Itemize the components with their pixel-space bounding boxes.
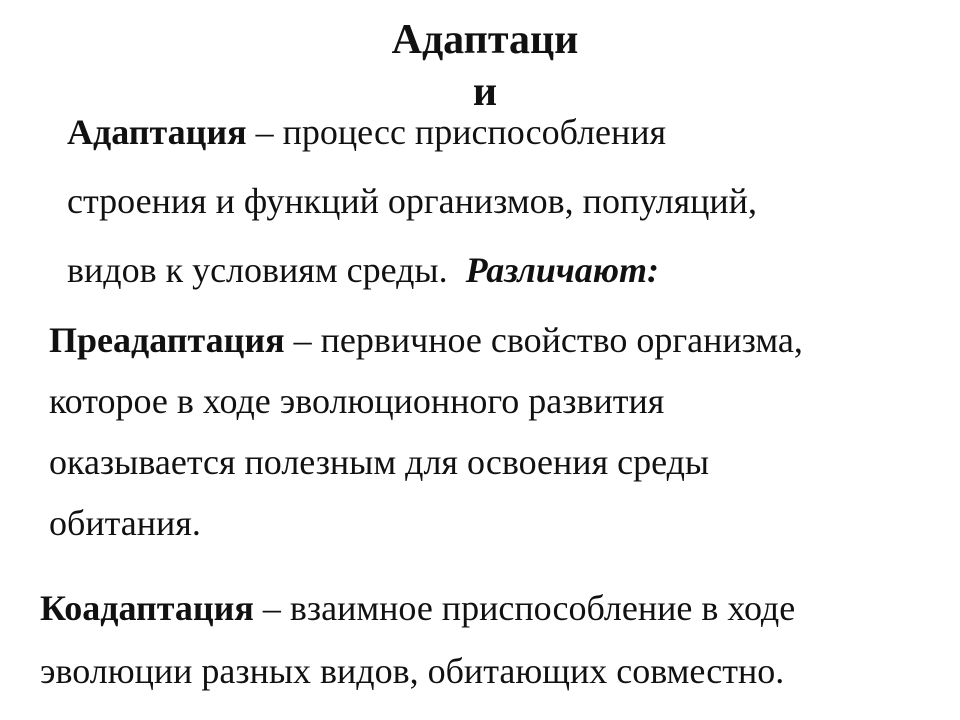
adaptation-term: Адаптация [67,112,247,152]
preadaptation-term: Преадаптация [49,320,285,360]
adaptation-line-3 [67,236,757,305]
coadaptation-definition [40,577,795,703]
preadaptation-definition [49,310,803,554]
preadaptation-line-3: оказывается полезным для освоения среды [49,442,710,482]
preadaptation-line-2: которое в ходе эволюционного развития [49,381,665,421]
slide-title-line-1: Адаптаци [391,17,579,63]
slide-title-line-2: и [472,69,498,115]
adaptation-line-3-text: видов к условиям среды. [67,250,448,290]
adaptation-definition [67,98,757,305]
adaptation-line-2: строения и функций организмов, популяций, [67,181,757,221]
adaptation-line-1-text: – процесс приспособления [246,112,667,152]
coadaptation-line-1 [40,577,795,640]
preadaptation-line-4: обитания. [49,503,201,543]
preadaptation-line-1 [49,310,803,371]
adaptation-emphasis: Различают: [465,250,660,290]
coadaptation-line-2: эволюции разных видов, обитающих совместно. [40,651,785,691]
preadaptation-line-1-text: – первичное свойство организма, [284,320,803,360]
coadaptation-line-1-text: – взаимное приспособление в ходе [253,588,796,628]
coadaptation-term: Коадаптация [40,588,254,628]
adaptation-line-1 [67,98,757,167]
